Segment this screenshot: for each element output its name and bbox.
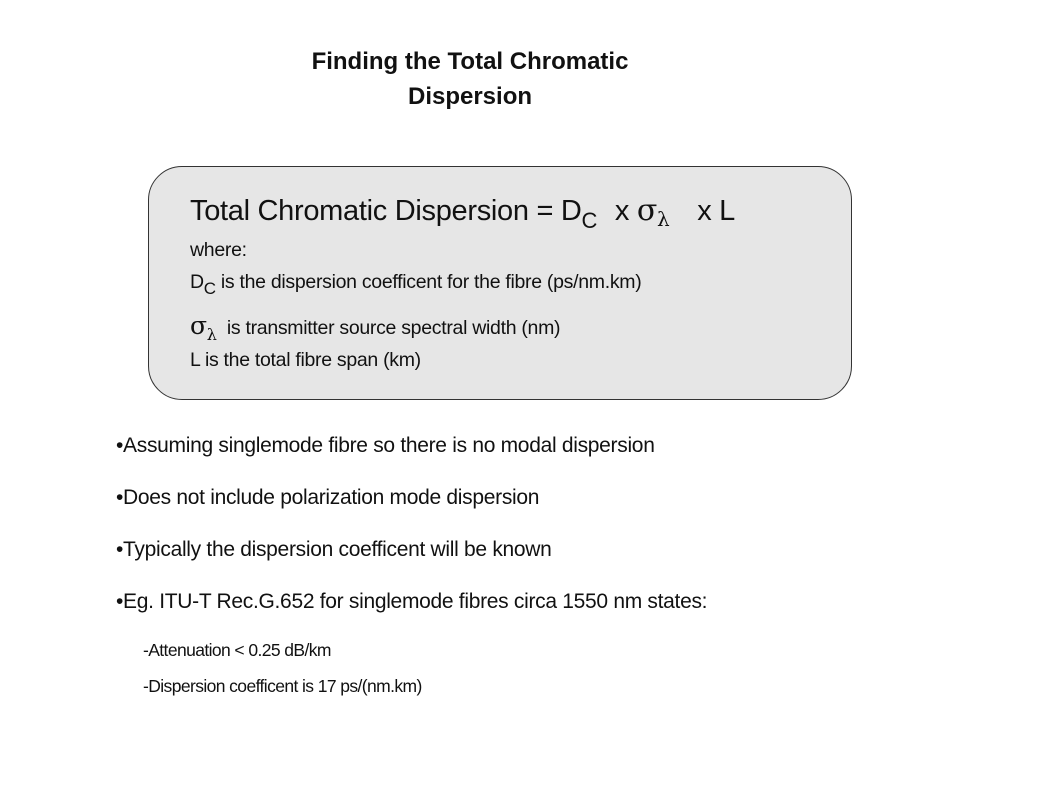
formula-dc-subscript: C	[581, 208, 598, 233]
sigma-symbol: σ	[190, 311, 207, 340]
where-label: where:	[190, 239, 247, 261]
formula-l: L	[719, 195, 735, 227]
dc-subscript: C	[203, 279, 216, 298]
dc-symbol: D	[190, 271, 204, 293]
sub-bullet-item: -Dispersion coefficent is 17 ps/(nm.km)	[143, 676, 422, 696]
formula-box	[148, 166, 852, 400]
dc-definition	[190, 271, 642, 298]
sub-bullet-item: -Attenuation < 0.25 dB/km	[143, 640, 331, 660]
bullet-item: •Eg. ITU-T Rec.G.652 for singlemode fibres circa 1550 nm states:	[116, 590, 708, 613]
l-definition: L is the total fibre span (km)	[190, 349, 421, 371]
sigma-definition-text: is transmitter source spectral width (nm)	[226, 317, 561, 339]
lambda-subscript: λ	[206, 325, 217, 344]
formula-lhs: Total Chromatic Dispersion = D	[190, 195, 582, 227]
title-line-1: Finding the Total Chromatic	[311, 48, 629, 75]
formula-sigma-symbol: σ	[636, 193, 658, 228]
formula-times-2: x	[697, 195, 712, 227]
dispersion-formula	[190, 193, 735, 233]
title-line-2: Dispersion	[407, 83, 533, 110]
formula-times-1: x	[614, 195, 630, 227]
bullet-item: •Typically the dispersion coefficent will be known	[116, 538, 552, 561]
sigma-definition	[190, 311, 561, 344]
slide-title	[270, 44, 670, 114]
bullet-item: •Does not include polarization mode dispersion	[116, 486, 540, 509]
bullet-item: •Assuming singlemode fibre so there is no modal dispersion	[116, 434, 655, 457]
formula-lambda-subscript: λ	[657, 207, 670, 231]
dc-definition-text: is the dispersion coefficent for the fibre (ps/nm.km)	[215, 271, 642, 293]
